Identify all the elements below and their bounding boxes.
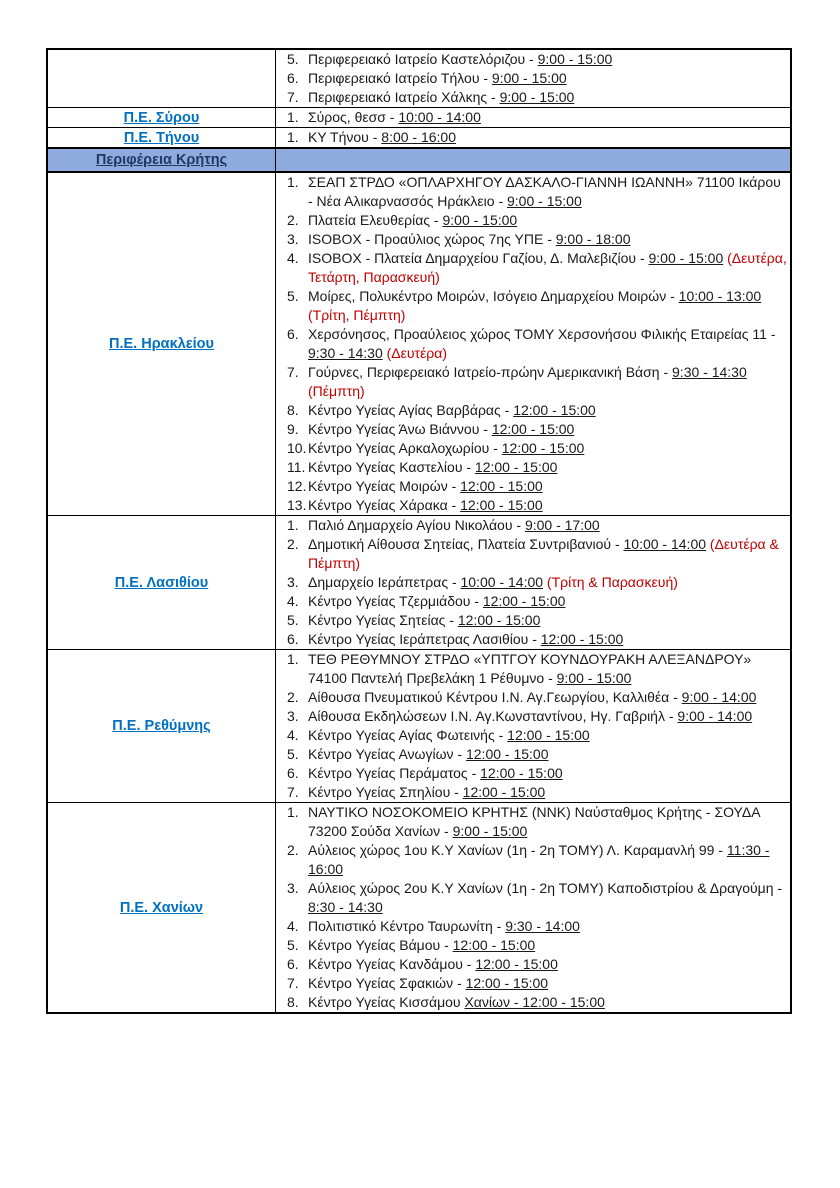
- item-text: [308, 630, 790, 649]
- location-hours: 9:00 - 18:00: [555, 231, 631, 247]
- location-name: Αίθουσα Εκδηλώσεων Ι.Ν. Αγ.Κωνσταντίνου, Ηγ. Γαβριήλ -: [308, 708, 678, 724]
- item-text: [308, 211, 790, 230]
- item-text: [308, 955, 790, 974]
- item-text: [308, 128, 790, 147]
- item-text: [308, 611, 790, 630]
- item-text: [308, 477, 790, 496]
- location-days: (Τρίτη, Πέμπτη): [308, 307, 406, 323]
- item-text: [308, 173, 790, 211]
- location-name: Περιφερειακό Ιατρείο Καστελόριζου -: [308, 51, 538, 67]
- item-number: 7.: [287, 364, 299, 380]
- item-text: [308, 516, 790, 535]
- location-item: [276, 401, 790, 420]
- item-text: [308, 841, 790, 879]
- location-item: [276, 211, 790, 230]
- location-item: [276, 573, 790, 592]
- location-hours: 10:00 - 14:00: [398, 109, 481, 125]
- location-item: [276, 764, 790, 783]
- location-name: ISOBOX - Πλατεία Δημαρχείου Γαζίου, Δ. Μαλεβιζίου -: [308, 250, 649, 266]
- location-name: Κέντρο Υγείας Καστελίου -: [308, 459, 475, 475]
- location-name: Κέντρο Υγείας Αρκαλοχωρίου -: [308, 440, 502, 456]
- locations-cell: [276, 108, 792, 128]
- location-name: Χερσόνησος, Προαύλειος χώρος ΤΟΜΥ Χερσονήσου Φιλικής Εταιρείας 11 -: [308, 326, 776, 342]
- location-hours: 12:00 - 15:00: [475, 956, 558, 972]
- location-hours: 9:00 - 14:00: [677, 708, 753, 724]
- location-hours: 9:00 - 15:00: [507, 193, 582, 209]
- location-item: [276, 439, 790, 458]
- item-text: [308, 439, 790, 458]
- location-hours: 8:30 - 14:30: [308, 899, 383, 915]
- location-hours: 9:00 - 15:00: [537, 51, 613, 67]
- location-hours: 9:30 - 14:30: [308, 345, 383, 361]
- item-text: [308, 993, 790, 1012]
- item-number: 4.: [287, 250, 299, 266]
- location-item: [276, 745, 790, 764]
- location-item: [276, 363, 790, 401]
- location-hours: 9:30 - 14:30: [672, 364, 747, 380]
- location-item: [276, 783, 790, 802]
- location-hours: 12:00 - 15:00: [460, 497, 543, 513]
- locations-cell: [276, 650, 792, 803]
- item-text: [308, 50, 790, 69]
- item-number: 4.: [287, 593, 299, 609]
- location-name: Μοίρες, Πολυκέντρο Μοιρών, Ισόγειο Δημαρχείου Μοιρών -: [308, 288, 679, 304]
- item-number: 2.: [287, 842, 299, 858]
- item-text: [308, 879, 790, 917]
- item-text: [308, 496, 790, 515]
- location-hours: 12:00 - 15:00: [457, 612, 541, 628]
- location-name: Αύλειος χώρος 2ου Κ.Υ Χανίων (1η - 2η ΤΟΜΥ) Καποδιστρίου & Δραγούμη -: [308, 880, 783, 896]
- item-number: 7.: [287, 975, 299, 991]
- item-number: 1.: [287, 174, 299, 190]
- location-name: Κέντρο Υγείας Σφακιών -: [308, 975, 466, 991]
- region-row: [47, 49, 791, 108]
- item-text: [308, 974, 790, 993]
- locations-cell: [276, 516, 792, 650]
- location-hours: 9:00 - 15:00: [499, 89, 575, 105]
- region-row: [47, 108, 791, 128]
- location-name: Αίθουσα Πνευματικού Κέντρου Ι.Ν. Αγ.Γεωργίου, Καλλιθέα -: [308, 689, 682, 705]
- schedule-table: [46, 48, 792, 1014]
- region-label: Π.Ε. Τήνου: [123, 129, 200, 146]
- location-item: [276, 630, 790, 649]
- item-text: [308, 592, 790, 611]
- item-number: 5.: [287, 612, 299, 628]
- item-number: 5.: [287, 51, 299, 67]
- item-text: [308, 249, 790, 287]
- location-name: Κέντρο Υγείας Σπηλίου -: [308, 784, 463, 800]
- location-name: ISOBOX - Προαύλιος χώρος 7ης ΥΠΕ -: [308, 231, 556, 247]
- location-item: [276, 458, 790, 477]
- location-hours: 9:00 - 15:00: [556, 670, 632, 686]
- location-hours: 12:00 - 15:00: [507, 727, 590, 743]
- item-number: 2.: [287, 536, 299, 552]
- location-hours: 9:30 - 14:00: [505, 918, 580, 934]
- location-hours: 12:00 - 15:00: [460, 478, 543, 494]
- location-name: Πολιτιστικό Κέντρο Ταυρωνίτη -: [308, 918, 506, 934]
- location-hours: 12:00 - 15:00: [501, 440, 585, 456]
- item-text: [308, 745, 790, 764]
- location-item: [276, 879, 790, 917]
- location-days: (Δευτέρα, Τετάρτη, Παρασκευή): [308, 250, 787, 285]
- item-number: 6.: [287, 631, 299, 647]
- item-number: 5.: [287, 746, 299, 762]
- location-item: [276, 420, 790, 439]
- location-name: Κέντρο Υγείας Αγίας Βαρβάρας -: [308, 402, 514, 418]
- region-row: [47, 172, 791, 516]
- item-number: 2.: [287, 212, 299, 228]
- item-number: 4.: [287, 918, 299, 934]
- item-number: 13.: [287, 497, 307, 513]
- location-days: (Δευτέρα): [382, 345, 448, 361]
- location-hours: 9:00 - 15:00: [491, 70, 567, 86]
- item-text: [308, 936, 790, 955]
- region-group-header-row: [47, 148, 791, 172]
- location-name: ΝΑΥΤΙΚΟ ΝΟΣΟΚΟΜΕΙΟ ΚΡΗΤΗΣ (ΝΝΚ) Ναύσταθμος Κρήτης - ΣΟΥΔΑ 73200 Σούδα Χανίων -: [308, 804, 760, 839]
- region-group-header-spacer: [276, 148, 792, 172]
- item-number: 3.: [287, 574, 299, 590]
- location-name: Κέντρο Υγείας Τζερμιάδου -: [308, 593, 483, 609]
- location-item: [276, 841, 790, 879]
- location-item: [276, 50, 790, 69]
- location-item: [276, 128, 790, 147]
- region-label-cell: [47, 650, 276, 803]
- region-group-header-cell: [47, 148, 276, 172]
- item-text: [308, 88, 790, 107]
- item-number: 8.: [287, 402, 299, 418]
- location-item: [276, 688, 790, 707]
- location-item: [276, 230, 790, 249]
- item-number: 3.: [287, 231, 299, 247]
- item-number: 7.: [287, 89, 299, 105]
- location-item: [276, 592, 790, 611]
- location-name: Κέντρο Υγείας Ανωγίων -: [308, 746, 466, 762]
- locations-cell: [276, 49, 792, 108]
- location-hours: 10:00 - 14:00: [460, 574, 544, 590]
- region-row: [47, 516, 791, 650]
- item-text: [308, 535, 790, 573]
- location-hours: 12:00 - 15:00: [491, 421, 575, 437]
- item-number: 2.: [287, 689, 299, 705]
- location-item: [276, 535, 790, 573]
- location-item: [276, 936, 790, 955]
- location-hours: 12:00 - 15:00: [452, 937, 536, 953]
- item-text: [308, 803, 790, 841]
- location-hours: 9:00 - 15:00: [452, 823, 528, 839]
- location-item: [276, 173, 790, 211]
- item-number: 6.: [287, 70, 299, 86]
- location-item: [276, 707, 790, 726]
- location-item: [276, 955, 790, 974]
- item-number: 1.: [287, 804, 299, 820]
- item-number: 4.: [287, 727, 299, 743]
- item-text: [308, 458, 790, 477]
- item-text: [308, 230, 790, 249]
- location-hours: 9:00 - 17:00: [524, 517, 600, 533]
- location-hours: 12:00 - 15:00: [465, 746, 549, 762]
- item-text: [308, 764, 790, 783]
- location-item: [276, 803, 790, 841]
- region-label-cell: [47, 49, 276, 108]
- item-number: 6.: [287, 326, 299, 342]
- region-row: [47, 128, 791, 149]
- item-text: [308, 783, 790, 802]
- location-hours: 9:00 - 15:00: [648, 250, 724, 266]
- item-text: [308, 707, 790, 726]
- region-label: Π.Ε. Ρεθύμνης: [112, 718, 211, 734]
- item-number: 6.: [287, 765, 299, 781]
- location-name: Κέντρο Υγείας Ιεράπετρας Λασιθίου -: [308, 631, 541, 647]
- item-number: 11.: [287, 459, 306, 475]
- item-number: 9.: [287, 421, 299, 437]
- region-label-cell: [47, 128, 276, 149]
- region-label-cell: [47, 172, 276, 516]
- location-name: Κέντρο Υγείας Αγίας Φωτεινής -: [308, 727, 508, 743]
- item-number: 8.: [287, 994, 299, 1010]
- location-hours: 12:00 - 15:00: [480, 765, 563, 781]
- location-hours: 9:00 - 14:00: [681, 689, 757, 705]
- location-name: Περιφερειακό Ιατρείο Τήλου -: [308, 70, 492, 86]
- location-name: Κέντρο Υγείας Σητείας -: [308, 612, 458, 628]
- item-text: [308, 688, 790, 707]
- location-name: Κέντρο Υγείας Κισσάμου: [308, 994, 465, 1010]
- item-number: 10.: [287, 440, 307, 456]
- location-hours: 12:00 - 15:00: [540, 631, 624, 647]
- location-hours: 12:00 - 15:00: [462, 784, 546, 800]
- location-hours: 10:00 - 13:00: [678, 288, 762, 304]
- location-name: Περιφερειακό Ιατρείο Χάλκης -: [308, 89, 500, 105]
- location-name: Κέντρο Υγείας Άνω Βιάννου -: [308, 421, 492, 437]
- item-number: 1.: [287, 109, 299, 125]
- location-hours: 12:00 - 15:00: [474, 459, 558, 475]
- location-item: [276, 69, 790, 88]
- location-item: [276, 249, 790, 287]
- item-number: 1.: [287, 517, 299, 533]
- location-hours: 9:00 - 15:00: [442, 212, 518, 228]
- region-label-cell: [47, 108, 276, 128]
- location-hours: 12:00 - 15:00: [513, 402, 596, 418]
- locations-cell: [276, 128, 792, 149]
- item-number: 7.: [287, 784, 299, 800]
- location-days: (Πέμπτη): [308, 383, 365, 399]
- location-name: Κέντρο Υγείας Χάρακα -: [308, 497, 461, 513]
- location-item: [276, 325, 790, 363]
- region-row: [47, 650, 791, 803]
- location-name: Σύρος, θεσσ -: [308, 109, 399, 125]
- location-days: (Τρίτη & Παρασκευή): [543, 574, 678, 590]
- item-number: 5.: [287, 937, 299, 953]
- location-hours: 12:00 - 15:00: [465, 975, 549, 991]
- item-number: 3.: [287, 708, 299, 724]
- region-label-cell: [47, 516, 276, 650]
- location-item: [276, 108, 790, 127]
- region-group-header-label: Περιφέρεια Κρήτης: [95, 152, 228, 168]
- location-item: [276, 993, 790, 1012]
- location-name: ΣΕΑΠ ΣΤΡΔΟ «ΟΠΛΑΡΧΗΓΟΥ ΔΑΣΚΑΛΟ-ΓΙΑΝΝΗ ΙΩΑΝΝΗ» 71100 Ικάρου - Νέα Αλικαρνασσός Ηράκλειο -: [308, 174, 781, 209]
- location-hours: 10:00 - 14:00: [623, 536, 707, 552]
- location-item: [276, 477, 790, 496]
- location-item: [276, 88, 790, 107]
- item-text: [308, 726, 790, 745]
- location-hours: 12:00 - 15:00: [482, 593, 566, 609]
- location-name: Αύλειος χώρος 1ου Κ.Υ Χανίων (1η - 2η ΤΟΜΥ) Λ. Καραμανλή 99 -: [308, 842, 727, 858]
- item-number: 12.: [287, 478, 307, 494]
- item-text: [308, 573, 790, 592]
- location-days: (Δευτέρα & Πέμπτη): [308, 536, 779, 571]
- item-text: [308, 363, 790, 401]
- location-item: [276, 287, 790, 325]
- region-label: Π.Ε. Σύρου: [123, 109, 200, 126]
- location-item: [276, 516, 790, 535]
- location-hours: Χανίων - 12:00 - 15:00: [464, 994, 605, 1010]
- location-name: Κέντρο Υγείας Περάματος -: [308, 765, 481, 781]
- item-number: 1.: [287, 129, 299, 145]
- location-item: [276, 611, 790, 630]
- item-text: [308, 401, 790, 420]
- location-item: [276, 974, 790, 993]
- item-text: [308, 917, 790, 936]
- item-number: 3.: [287, 880, 299, 896]
- item-text: [308, 287, 790, 325]
- location-hours: 11:30 - 16:00: [308, 842, 770, 877]
- item-number: 5.: [287, 288, 299, 304]
- location-item: [276, 726, 790, 745]
- region-row: [47, 803, 791, 1014]
- location-name: Κέντρο Υγείας Μοιρών -: [308, 478, 461, 494]
- location-item: [276, 917, 790, 936]
- location-name: Πλατεία Ελευθερίας -: [308, 212, 443, 228]
- region-label: Π.Ε. Ηρακλείου: [109, 336, 214, 352]
- item-text: [308, 69, 790, 88]
- location-name: ΚΥ Τήνου -: [308, 129, 382, 145]
- schedule-table-body: [47, 49, 791, 1013]
- item-text: [308, 108, 790, 127]
- item-text: [308, 325, 790, 363]
- location-hours: 8:00 - 16:00: [381, 129, 457, 145]
- location-item: [276, 650, 790, 688]
- location-item: [276, 496, 790, 515]
- location-name: Γούρνες, Περιφερειακό Ιατρείο-πρώην Αμερικανική Βάση -: [308, 364, 673, 380]
- locations-cell: [276, 803, 792, 1014]
- location-name: Κέντρο Υγείας Κανδάμου -: [308, 956, 476, 972]
- location-name: Δημοτική Αίθουσα Σητείας, Πλατεία Συντριβανιού -: [308, 536, 624, 552]
- location-name: Παλιό Δημαρχείο Αγίου Νικολάου -: [308, 517, 525, 533]
- location-name: ΤΕΘ ΡΕΘΥΜΝΟΥ ΣΤΡΔΟ «ΥΠΤΓΟΥ ΚΟΥΝΔΟΥΡΑΚΗ ΑΛΕΞΑΝΔΡΟΥ» 74100 Παντελή Πρεβελάκη 1 Ρέθυμνο -: [308, 651, 752, 686]
- location-name: Δημαρχείο Ιεράπετρας -: [308, 574, 461, 590]
- item-text: [308, 420, 790, 439]
- item-number: 1.: [287, 651, 299, 667]
- region-label-cell: [47, 803, 276, 1014]
- region-label: Π.Ε. Χανίων: [119, 899, 204, 916]
- region-label: Π.Ε. Λασιθίου: [114, 574, 209, 591]
- locations-cell: [276, 172, 792, 516]
- item-text: [308, 650, 790, 688]
- location-name: Κέντρο Υγείας Βάμου -: [308, 937, 453, 953]
- item-number: 6.: [287, 956, 299, 972]
